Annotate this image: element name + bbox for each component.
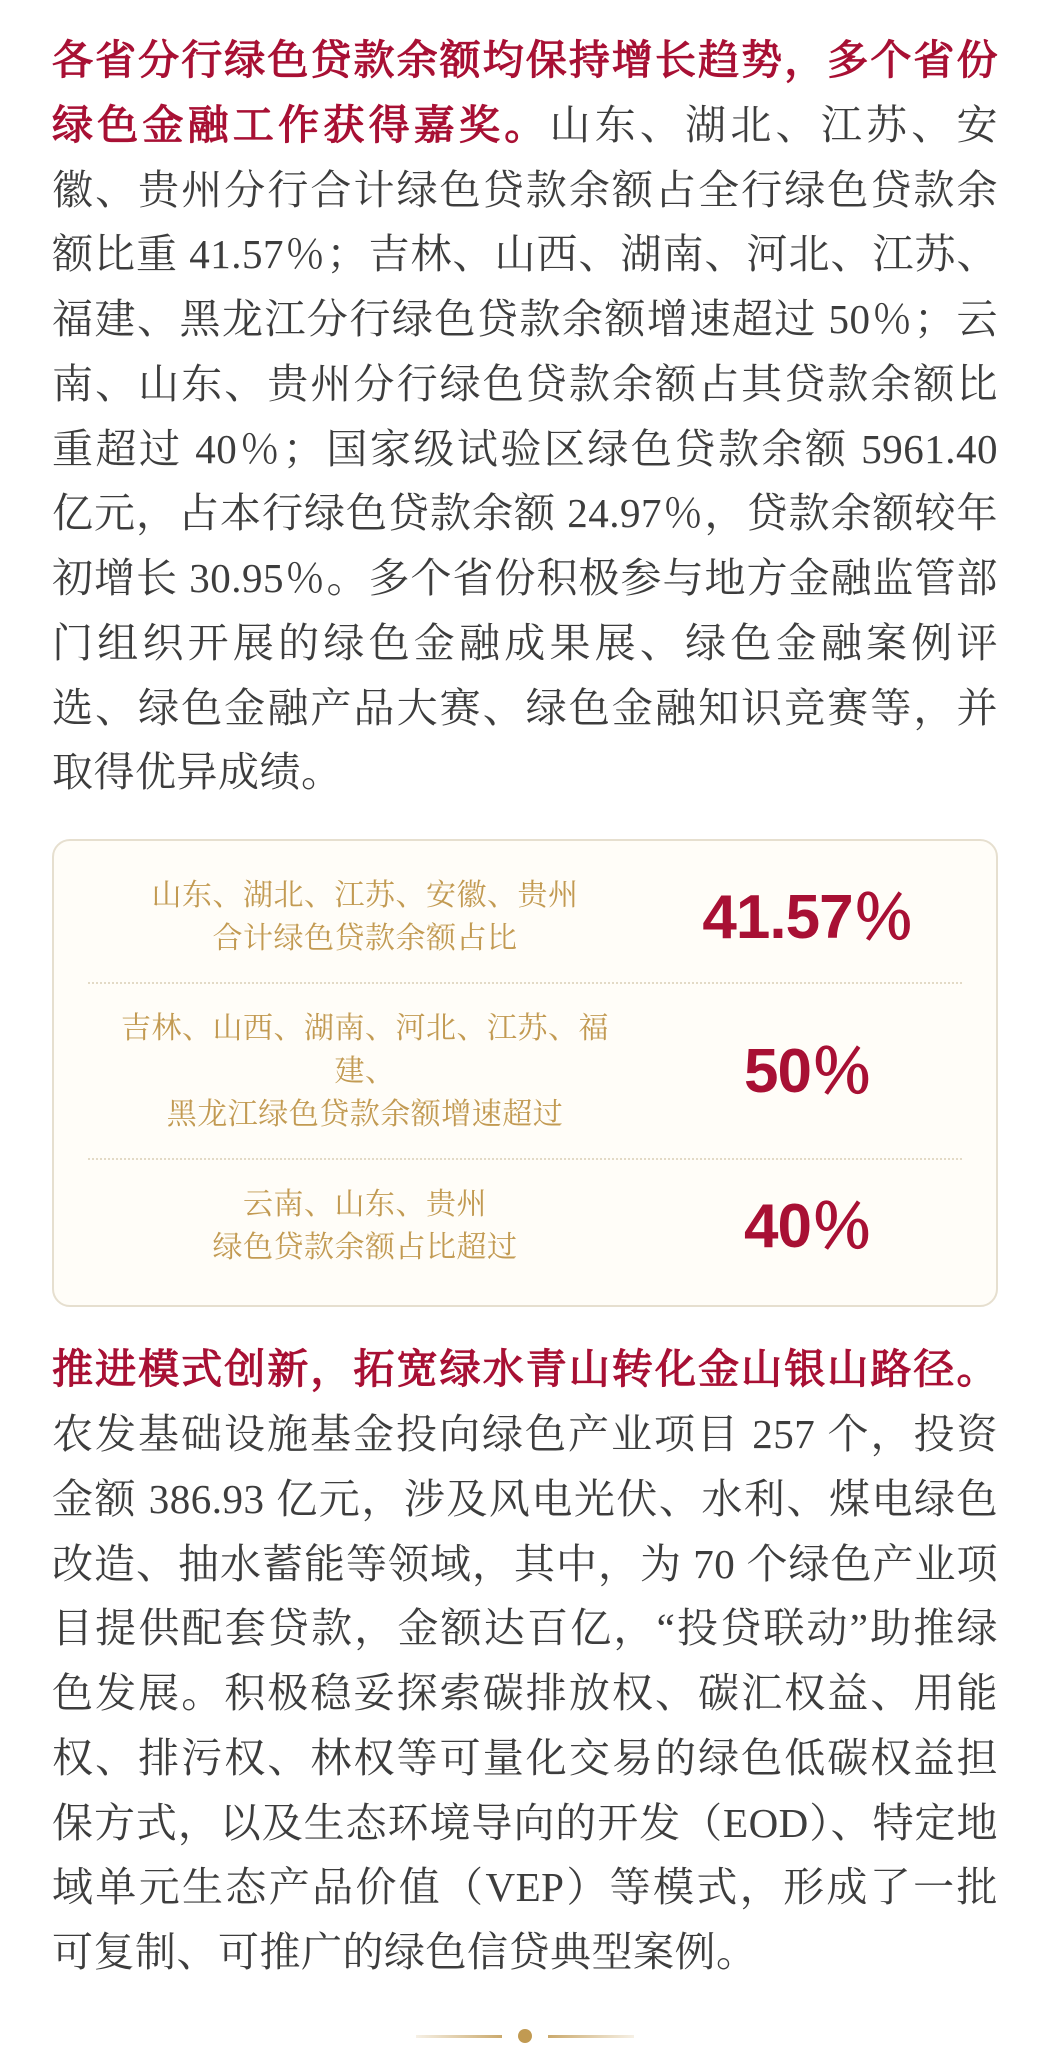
stat-row [88, 851, 962, 982]
stat-label-line2: 合计绿色贷款余额占比 [212, 921, 518, 955]
stat-label-line2: 绿色贷款余额占比超过 [212, 1230, 518, 1264]
ornament-dot-icon [518, 2029, 532, 2043]
stat-label-line1: 云南、山东、贵州 [243, 1188, 487, 1222]
stat-label [92, 875, 658, 960]
paragraph-2 [52, 1337, 998, 1985]
highlight-card [52, 839, 998, 1307]
stat-label-line1: 山东、湖北、江苏、安徽、贵州 [151, 879, 579, 913]
ornament-line-left-icon [416, 2035, 502, 2038]
paragraph-2-lead: 推进模式创新，拓宽绿水青山转化金山银山路径。 [52, 1346, 998, 1393]
stat-value: 40％ [744, 1191, 872, 1261]
footer-ornament [52, 2029, 998, 2067]
stat-label [92, 1008, 658, 1136]
stat-row [88, 982, 962, 1158]
stat-label-line1: 吉林、山西、湖南、河北、江苏、福建、 [121, 1012, 609, 1088]
paragraph-1-body: 山东、湖北、江苏、安徽、贵州分行合计绿色贷款余额占全行绿色贷款余额比重 41.57％；吉林、山西、湖南、河北、江苏、福建、黑龙江分行绿色贷款余额增速超过 50％；云南、山东、贵州分行绿色贷款余额占其贷款余额比重超过 40％；国家级试验区绿色贷款余额 5961.40 亿元，占本行绿色贷款余额 24.97％，贷款余额较年初增长 30.95％。多个省份积极参与地方金融监管部门组织开展的绿色金融成果展、绿色金融案例评选、绿色金融产品大赛、绿色金融知识竞赛等，并取得优异成绩。 [52, 101, 999, 796]
stat-value: 50％ [744, 1037, 872, 1107]
ornament-line-right-icon [548, 2035, 634, 2038]
stat-row [88, 1158, 962, 1291]
paragraph-1-lead: 各省分行绿色贷款余额均保持增长趋势，多个省份绿色金融工作获得嘉奖。 [52, 37, 998, 148]
stat-label-line2: 黑龙江绿色贷款余额增速超过 [166, 1097, 564, 1131]
paragraph-1 [52, 28, 998, 805]
stat-label [92, 1184, 658, 1269]
stat-value: 41.57％ [702, 882, 914, 952]
paragraph-2-body: 农发基础设施基金投向绿色产业项目 257 个，投资金额 386.93 亿元，涉及风电光伏、水利、煤电绿色改造、抽水蓄能等领域，其中，为 70 个绿色产业项目提供配套贷款，金额达百亿，“投贷联动”助推绿色发展。积极稳妥探索碳排放权、碳汇权益、用能权、排污权、林权等可量化交易的绿色低碳权益担保方式，以及生态环境导向的开发（EOD）、特定地域单元生态产品价值（VEP）等模式，形成了一批可复制、可推广的绿色信贷典型案例。 [52, 1411, 998, 1976]
